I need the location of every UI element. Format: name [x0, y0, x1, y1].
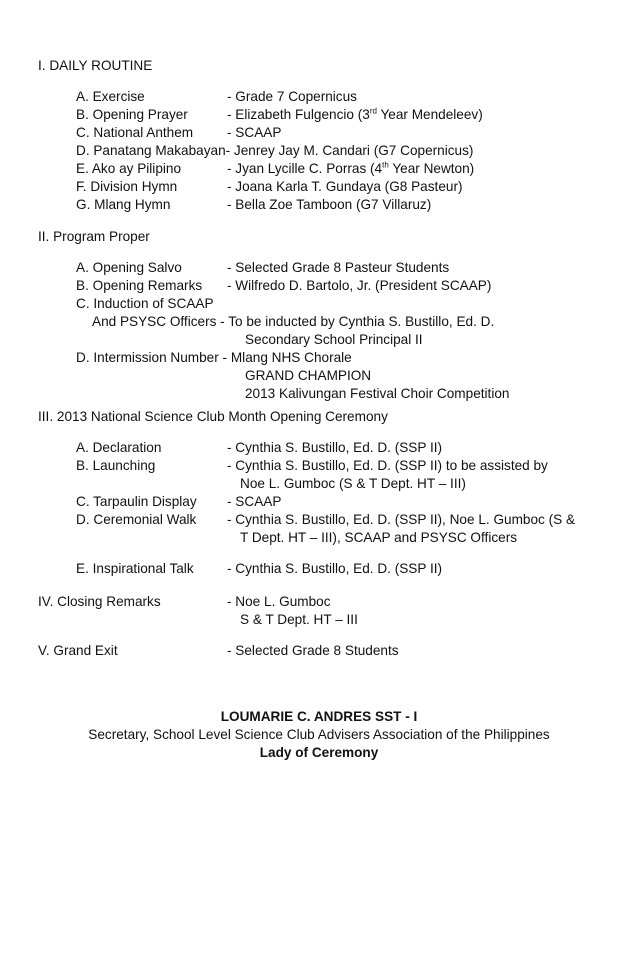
daily-item-c: C. National Anthem	[76, 125, 194, 140]
daily-value-a: - Grade 7 Copernicus	[227, 89, 357, 104]
section-title-closing-remarks: IV. Closing Remarks	[38, 594, 161, 609]
program-value-b: - Wilfredo D. Bartolo, Jr. (President SCAAP)	[227, 278, 492, 293]
section-title-science-club: III. 2013 National Science Club Month Opening Ceremony	[38, 409, 388, 424]
section-title-program-proper: II. Program Proper	[38, 229, 150, 244]
program-item-b: B. Opening Remarks	[76, 278, 203, 293]
science-item-a: A. Declaration	[76, 440, 162, 455]
science-value-e: - Cynthia S. Bustillo, Ed. D. (SSP II)	[227, 561, 443, 576]
science-value-a: - Cynthia S. Bustillo, Ed. D. (SSP II)	[227, 440, 443, 455]
signatory-name: LOUMARIE C. ANDRES SST - I	[220, 709, 418, 724]
science-item-e: E. Inspirational Talk	[76, 561, 194, 576]
daily-value-f: - Joana Karla T. Gundaya (G8 Pasteur)	[227, 179, 463, 194]
science-item-d: D. Ceremonial Walk	[76, 512, 197, 527]
program-item-d-line3: 2013 Kalivungan Festival Choir Competition	[245, 386, 510, 401]
science-value-b-cont: Noe L. Gumboc (S & T Dept. HT – III)	[240, 476, 466, 491]
science-value-d-cont: T Dept. HT – III), SCAAP and PSYSC Officers	[240, 530, 518, 545]
science-value-d: - Cynthia S. Bustillo, Ed. D. (SSP II), Noe L. Gumboc (S &	[227, 512, 576, 527]
signatory-position: Secretary, School Level Science Club Advisers Association of the Philippines	[88, 727, 550, 742]
science-item-c: C. Tarpaulin Display	[76, 494, 197, 509]
daily-item-e: E. Ako ay Pilipino	[76, 161, 182, 176]
daily-item-f: F. Division Hymn	[76, 179, 178, 194]
science-item-b: B. Launching	[76, 458, 156, 473]
daily-item-d: D. Panatang Makabayan- Jenrey Jay M. Candari (G7 Copernicus)	[76, 143, 474, 158]
section-title-grand-exit: V. Grand Exit	[38, 643, 118, 658]
closing-value: - Noe L. Gumboc	[227, 594, 331, 609]
science-value-b: - Cynthia S. Bustillo, Ed. D. (SSP II) to be assisted by	[227, 458, 548, 473]
program-item-c: C. Induction of SCAAP	[76, 296, 214, 311]
daily-item-b: B. Opening Prayer	[76, 107, 188, 122]
program-item-d: D. Intermission Number - Mlang NHS Chorale	[76, 350, 352, 365]
program-value-a: - Selected Grade 8 Pasteur Students	[227, 260, 450, 275]
daily-value-b-pre: - Elizabeth Fulgencio (3	[227, 107, 370, 122]
program-item-c-line2: And PSYSC Officers - To be inducted by Cynthia S. Bustillo, Ed. D.	[92, 314, 495, 329]
program-item-c-line3: Secondary School Principal II	[245, 332, 423, 347]
daily-item-g: G. Mlang Hymn	[76, 197, 171, 212]
daily-value-e-pre: - Jyan Lycille C. Porras (4	[227, 161, 383, 176]
program-item-d-line2: GRAND CHAMPION	[245, 368, 372, 383]
daily-value-g: - Bella Zoe Tamboon (G7 Villaruz)	[227, 197, 432, 212]
daily-value-c: - SCAAP	[227, 125, 282, 140]
daily-value-e-post: Year Newton)	[388, 161, 475, 176]
daily-value-e-sup: th	[382, 160, 389, 170]
section-title-daily-routine: I. DAILY ROUTINE	[38, 58, 153, 73]
signatory-role: Lady of Ceremony	[259, 745, 379, 760]
daily-value-b-sup: rd	[369, 106, 377, 116]
daily-item-a: A. Exercise	[76, 89, 145, 104]
daily-value-e	[227, 161, 474, 177]
daily-value-b	[227, 107, 483, 123]
program-item-a: A. Opening Salvo	[76, 260, 182, 275]
grand-exit-value: - Selected Grade 8 Students	[227, 643, 399, 658]
closing-value-cont: S & T Dept. HT – III	[240, 612, 358, 627]
daily-value-b-post: Year Mendeleev)	[376, 107, 483, 122]
science-value-c: - SCAAP	[227, 494, 282, 509]
